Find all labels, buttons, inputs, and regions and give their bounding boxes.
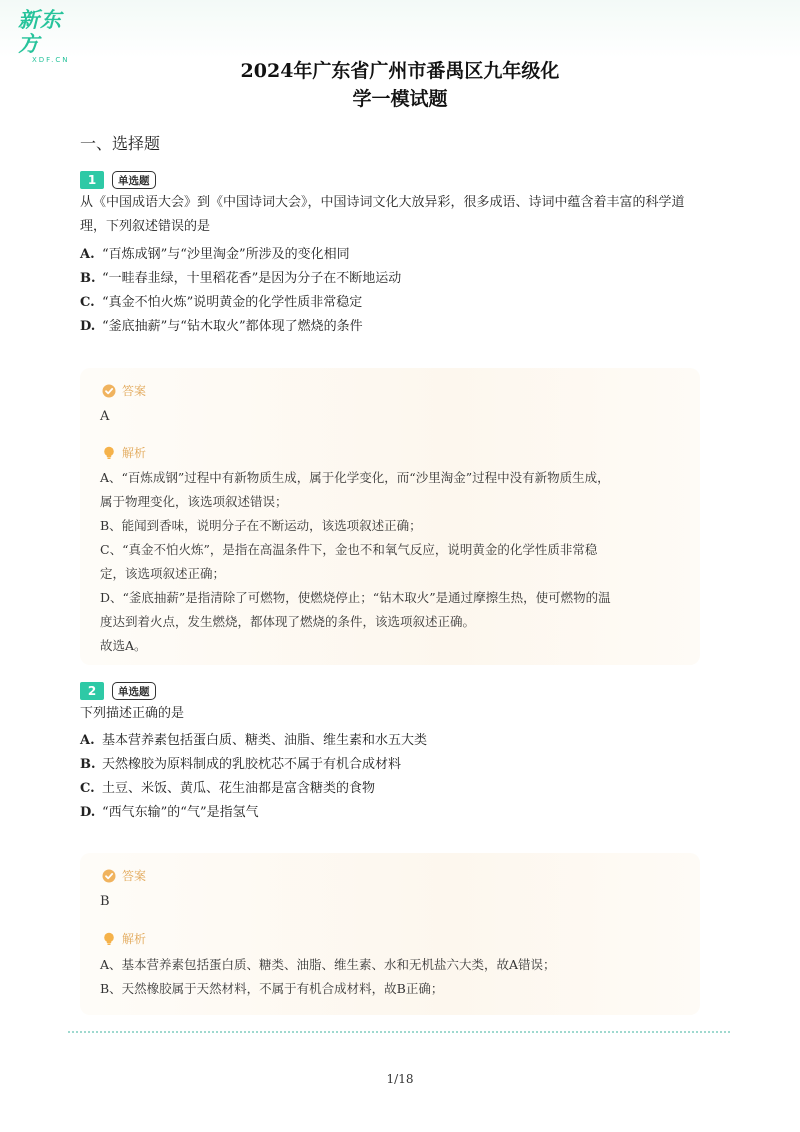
answer-check-icon <box>102 869 116 883</box>
lightbulb-icon <box>102 932 116 946</box>
analysis-line: 定，该选项叙述正确； <box>100 566 226 581</box>
question-type-badge: 单选题 <box>112 682 156 700</box>
brand-domain: XDF.CN <box>32 56 70 64</box>
analysis-line: B、天然橡胶属于天然材料，不属于有机合成材料，故B正确； <box>100 981 444 996</box>
option-text: 土豆、米饭、黄瓜、花生油都是富含糖类的食物 <box>102 781 376 796</box>
question-2-option-c <box>80 779 700 799</box>
question-number-badge: 2 <box>80 682 104 700</box>
page-title-line2: 学一模试题 <box>352 88 448 110</box>
page-divider <box>68 1031 730 1033</box>
question-2-option-b <box>80 755 700 775</box>
question-1-stem: 从《中国成语大会》到《中国诗词大会》，中国诗词文化大放异彩，很多成语、诗词中蕴含着丰富的科学道理，下列叙述错误的是 <box>80 195 685 234</box>
question-1-option-d <box>80 317 700 337</box>
analysis-line: 属于物理变化，该选项叙述错误； <box>100 494 288 509</box>
question-1-option-a <box>80 245 700 265</box>
page-title-line1: 2024年广东省广州市番禺区九年级化 <box>240 60 560 82</box>
option-text: 天然橡胶为原料制成的乳胶枕芯不属于有机合成材料 <box>102 757 402 772</box>
brand-logo <box>18 8 80 64</box>
header-band <box>0 0 800 58</box>
option-text: 基本营养素包括蛋白质、糖类、油脂、维生素和水五大类 <box>102 733 428 748</box>
analysis-label: 解析 <box>122 446 147 460</box>
option-letter: A. <box>80 733 95 748</box>
analysis-line: C、“真金不怕火炼”，是指在高温条件下，金也不和氧气反应，说明黄金的化学性质非常稳 <box>100 542 598 557</box>
option-letter: A. <box>80 247 95 262</box>
analysis-line: A、基本营养素包括蛋白质、糖类、油脂、维生素、水和无机盐六大类，故A错误； <box>100 957 556 972</box>
question-2-option-d <box>80 803 700 823</box>
question-2-option-a <box>80 731 700 751</box>
analysis-line: A、“百炼成钢”过程中有新物质生成，属于化学变化，而“沙里淘金”过程中没有新物质生成， <box>100 470 610 485</box>
analysis-label: 解析 <box>122 932 147 946</box>
page-number: 1/18 <box>386 1072 414 1086</box>
answer-label: 答案 <box>122 869 147 883</box>
question-1-option-b <box>80 269 700 289</box>
question-1-header <box>80 170 156 190</box>
option-letter: B. <box>80 271 96 286</box>
question-2-answer-panel <box>80 853 700 1015</box>
option-letter: C. <box>80 781 95 796</box>
answer-value: B <box>100 894 110 909</box>
answer-value: A <box>100 409 110 424</box>
brand-name: 新东方 <box>18 8 62 56</box>
option-letter: C. <box>80 295 95 310</box>
option-text: “西气东输”的“气”是指氢气 <box>102 805 259 820</box>
section-heading: 一、选择题 <box>80 134 161 153</box>
question-number-badge: 1 <box>80 171 104 189</box>
question-2-stem: 下列描述正确的是 <box>80 706 185 721</box>
answer-tag <box>102 867 146 884</box>
analysis-line: 度达到着火点，发生燃烧，都体现了燃烧的条件，该选项叙述正确。 <box>100 614 476 629</box>
question-type-badge: 单选题 <box>112 171 156 189</box>
lightbulb-icon <box>102 446 116 460</box>
analysis-tag <box>102 930 146 947</box>
option-letter: D. <box>80 805 96 820</box>
question-1-option-c <box>80 293 700 313</box>
option-letter: B. <box>80 757 96 772</box>
analysis-text <box>100 953 685 1001</box>
answer-tag <box>102 382 146 399</box>
analysis-text <box>100 466 685 658</box>
option-text: “百炼成钢”与“沙里淘金”所涉及的变化相同 <box>102 247 350 262</box>
option-text: “釜底抽薪”与“钻木取火”都体现了燃烧的条件 <box>102 319 363 334</box>
analysis-line: D、“釜底抽薪”是指清除了可燃物，使燃烧停止；“钻木取火”是通过摩擦生热，使可燃物的温 <box>100 590 611 605</box>
answer-check-icon <box>102 384 116 398</box>
option-text: “一畦春韭绿，十里稻花香”是因为分子在不断地运动 <box>102 271 402 286</box>
question-2-header <box>80 681 156 701</box>
analysis-line: B、能闻到香味，说明分子在不断运动，该选项叙述正确； <box>100 518 422 533</box>
option-text: “真金不怕火炼”说明黄金的化学性质非常稳定 <box>102 295 363 310</box>
analysis-tag <box>102 444 146 461</box>
answer-label: 答案 <box>122 384 147 398</box>
question-1-answer-panel <box>80 368 700 665</box>
option-letter: D. <box>80 319 96 334</box>
analysis-line: 故选A。 <box>100 638 147 653</box>
